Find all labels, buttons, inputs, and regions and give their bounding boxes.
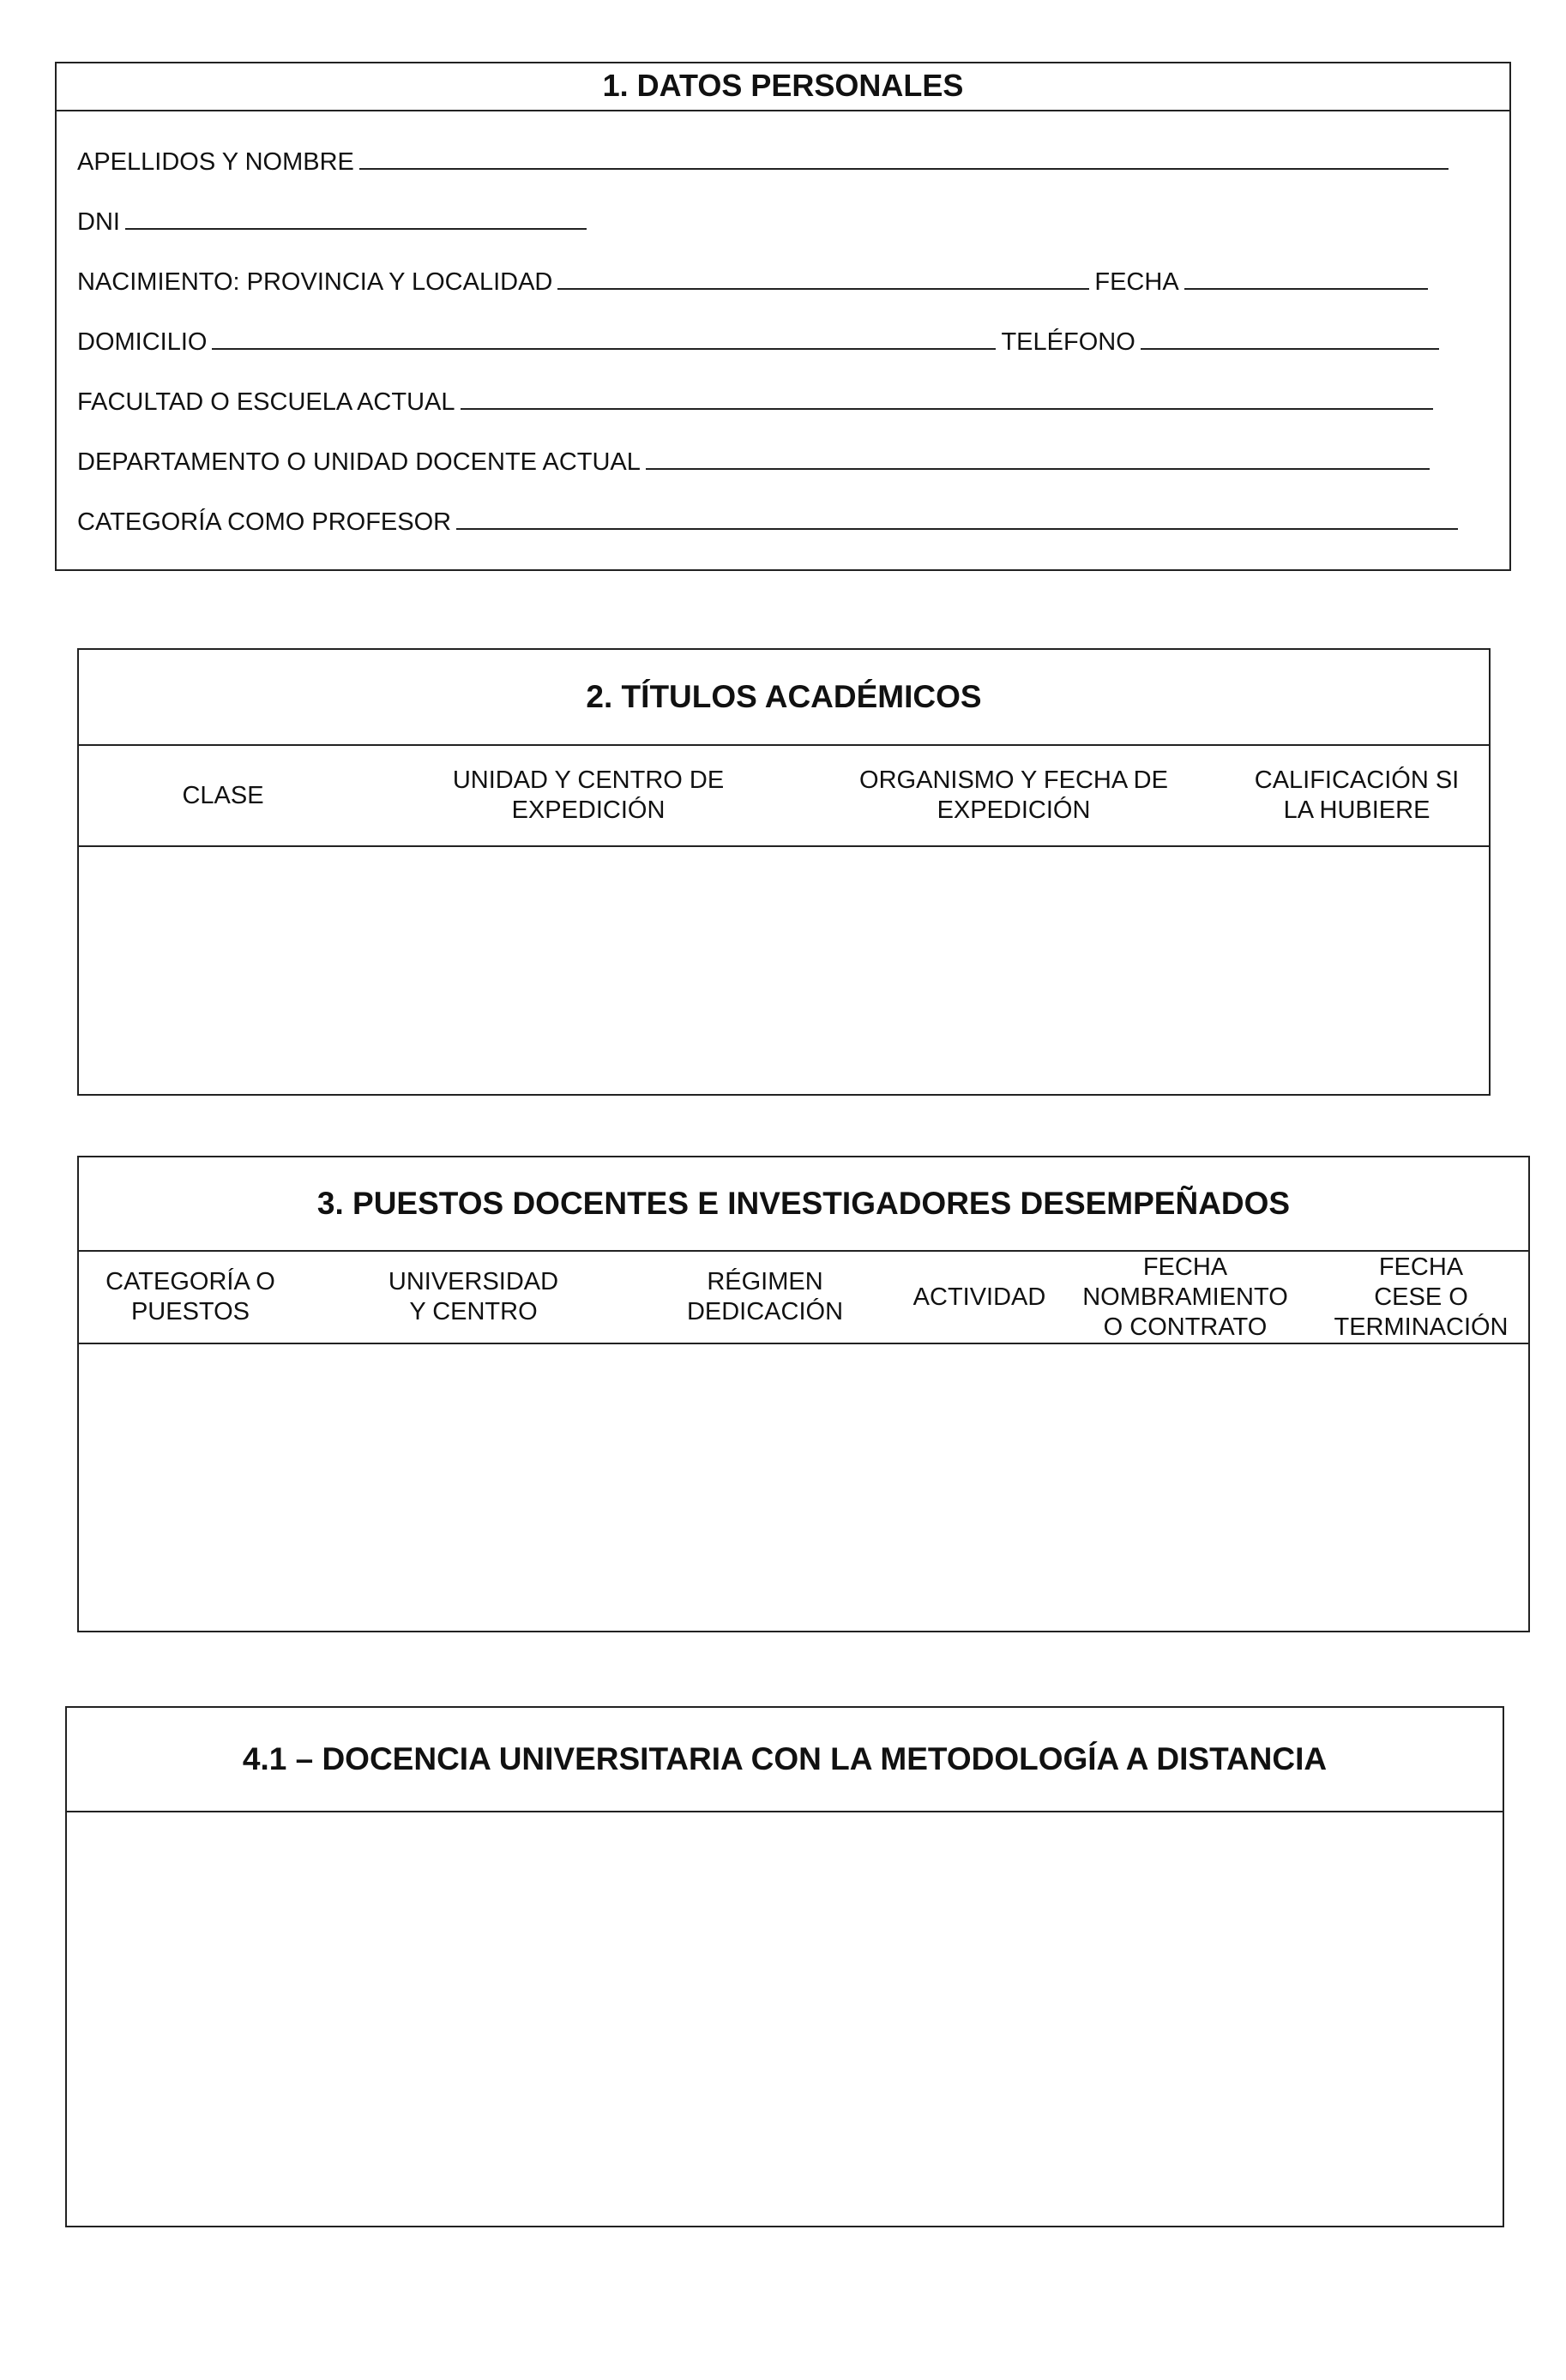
name-line[interactable]	[359, 146, 1449, 170]
personal-data-title: 1. DATOS PERSONALES	[57, 63, 1509, 111]
distance-teaching-entry-area[interactable]	[67, 1812, 1503, 2226]
phone-label: TELÉFONO	[1001, 328, 1135, 356]
department-field[interactable]	[77, 446, 1435, 478]
birth-label: NACIMIENTO: PROVINCIA Y LOCALIDAD	[77, 268, 553, 296]
faculty-label: FACULTAD O ESCUELA ACTUAL	[77, 388, 455, 416]
column-header-clase: CLASE	[182, 781, 264, 809]
dni-field[interactable]	[77, 206, 592, 237]
column-header-calificacion: CALIFICACIÓN SI LA HUBIERE	[1254, 766, 1460, 824]
date-line[interactable]	[1184, 266, 1428, 290]
dni-line[interactable]	[125, 206, 587, 230]
distance-teaching-section	[65, 1706, 1504, 2227]
teaching-positions-header-row	[79, 1252, 1528, 1344]
address-field[interactable]	[77, 326, 1444, 358]
birth-field[interactable]	[77, 266, 1433, 298]
column-header-actividad: ACTIVIDAD	[912, 1283, 1046, 1311]
column-header-regimen: RÉGIMEN DEDICACIÓN	[686, 1268, 844, 1325]
academic-titles-header-row	[79, 746, 1489, 847]
teaching-positions-entry-area[interactable]	[79, 1344, 1528, 1631]
column-header-universidad: UNIVERSIDAD Y CENTRO	[388, 1268, 559, 1325]
academic-titles-entry-area[interactable]	[79, 847, 1489, 1092]
phone-line[interactable]	[1141, 326, 1439, 350]
faculty-line[interactable]	[461, 386, 1433, 410]
name-label: APELLIDOS Y NOMBRE	[77, 148, 354, 176]
dni-label: DNI	[77, 208, 120, 236]
column-header-organismo: ORGANISMO Y FECHA DE EXPEDICIÓN	[859, 766, 1168, 824]
name-field[interactable]	[77, 146, 1454, 177]
teaching-positions-section	[77, 1156, 1530, 1632]
academic-titles-section	[77, 648, 1491, 1096]
category-label: CATEGORÍA COMO PROFESOR	[77, 508, 452, 536]
personal-data-section	[55, 62, 1511, 571]
faculty-field[interactable]	[77, 386, 1438, 418]
category-field[interactable]	[77, 506, 1463, 538]
address-label: DOMICILIO	[77, 328, 208, 356]
date-label: FECHA	[1094, 268, 1179, 296]
column-header-fecha-cese: FECHA CESE O TERMINACIÓN	[1334, 1253, 1509, 1341]
department-line[interactable]	[646, 446, 1430, 470]
department-label: DEPARTAMENTO O UNIDAD DOCENTE ACTUAL	[77, 448, 641, 476]
column-header-fecha-nombramiento: FECHA NOMBRAMIENTO O CONTRATO	[1082, 1253, 1288, 1341]
distance-teaching-title: 4.1 – DOCENCIA UNIVERSITARIA CON LA METODOLOGÍA A DISTANCIA	[67, 1708, 1503, 1812]
address-line[interactable]	[212, 326, 996, 350]
teaching-positions-title: 3. PUESTOS DOCENTES E INVESTIGADORES DESEMPEÑADOS	[79, 1157, 1528, 1252]
academic-titles-title: 2. TÍTULOS ACADÉMICOS	[79, 650, 1489, 746]
column-header-categoria: CATEGORÍA O PUESTOS	[105, 1268, 275, 1325]
column-header-unidad: UNIDAD Y CENTRO DE EXPEDICIÓN	[452, 766, 725, 824]
category-line[interactable]	[456, 506, 1458, 530]
birth-line[interactable]	[557, 266, 1089, 290]
